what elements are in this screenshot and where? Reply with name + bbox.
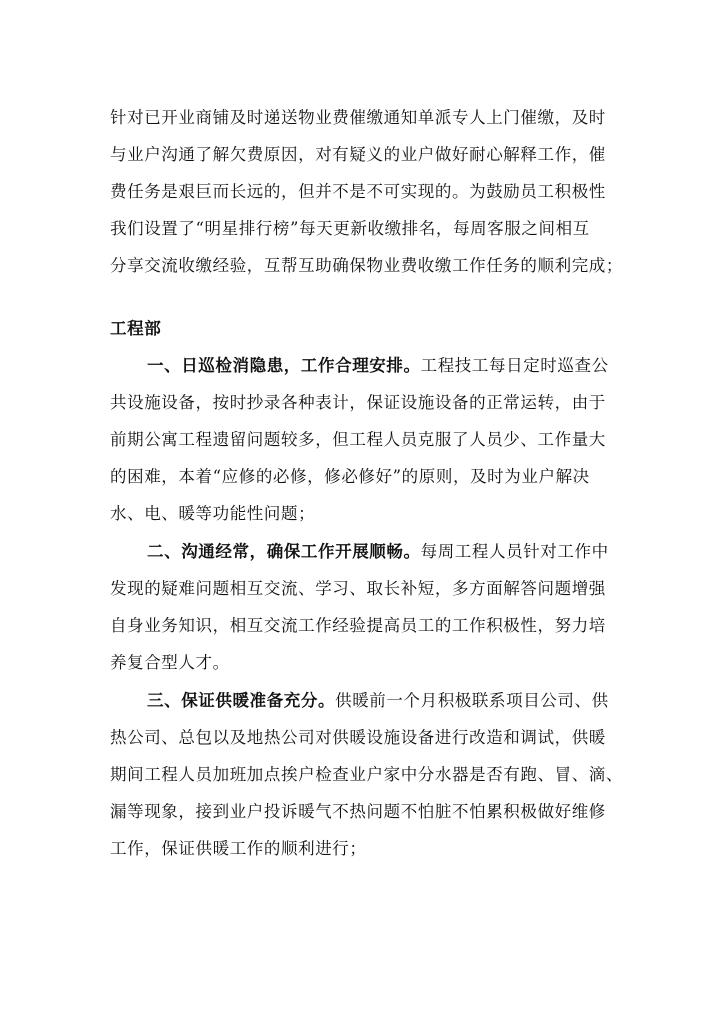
paragraph-1-line-3: 费任务是艰巨而长远的，但并不是不可实现的。为鼓励员工积极性 <box>110 182 606 201</box>
paragraph-1-line-2: 与业户沟通了解欠费原因，对有疑义的业户做好耐心解释工作，催 <box>110 145 606 164</box>
item-3-title: 三、保证供暖准备充分。 <box>147 691 336 710</box>
section-heading: 工程部 <box>110 319 162 338</box>
item-3-line-2: 热公司、总包以及地热公司对供暖设施设备进行改造和调试，供暖 <box>110 728 606 747</box>
item-1-line-3: 前期公寓工程遗留问题较多，但工程人员克服了人员少、工作量大 <box>110 430 606 449</box>
item-2-title: 二、沟通经常，确保工作开展顺畅。 <box>147 542 421 561</box>
item-3-first-line <box>147 690 609 712</box>
item-1-first-line <box>147 355 609 377</box>
item-1-line-5: 水、电、暖等功能性问题； <box>110 504 316 523</box>
item-3-line-4: 漏等现象，接到业户投诉暖气不热问题不怕脏不怕累积极做好维修 <box>110 802 606 821</box>
item-1-line-4: 的困难，本着“应修的必修，修必修好”的原则，及时为业户解决 <box>110 467 590 486</box>
item-2-first-line <box>147 541 609 563</box>
paragraph-1-line-4: 我们设置了“明星排行榜”每天更新收缴排名，每周客服之间相互 <box>110 219 590 238</box>
item-2-first-line-rest: 每周工程人员针对工作中 <box>420 542 609 561</box>
paragraph-1-line-1: 针对已开业商铺及时递送物业费催缴通知单派专人上门催缴，及时 <box>110 108 606 127</box>
item-3-line-3: 期间工程人员加班加点挨户检查业户家中分水器是否有跑、冒、滴、 <box>110 765 623 784</box>
item-2-line-2: 发现的疑难问题相互交流、学习、取长补短，多方面解答问题增强 <box>110 579 606 598</box>
item-2-line-4: 养复合型人才。 <box>110 653 230 672</box>
item-1-first-line-rest: 工程技工每日定时巡查公 <box>420 356 609 375</box>
item-3-line-5: 工作，保证供暖工作的顺利进行； <box>110 839 367 858</box>
item-3-first-line-rest: 供暖前一个月积极联系项目公司、供 <box>335 691 609 710</box>
paragraph-1-line-5: 分享交流收缴经验，互帮互助确保物业费收缴工作任务的顺利完成； <box>110 256 623 275</box>
item-2-line-3: 自身业务知识，相互交流工作经验提高员工的工作积极性，努力培 <box>110 616 606 635</box>
item-1-line-2: 共设施设备，按时抄录各种表计，保证设施设备的正常运转，由于 <box>110 393 606 412</box>
item-1-title: 一、日巡检消隐患，工作合理安排。 <box>147 356 421 375</box>
